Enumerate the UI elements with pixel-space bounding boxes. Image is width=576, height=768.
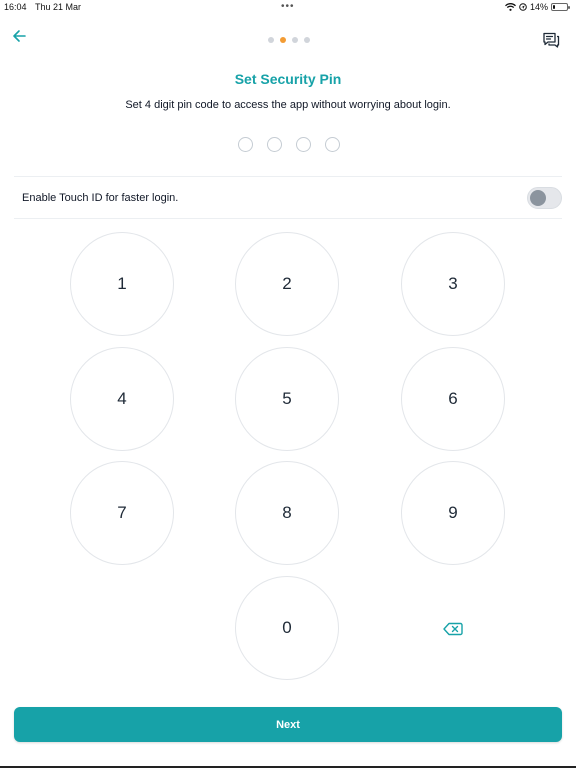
toggle-knob: [530, 190, 546, 206]
chat-button[interactable]: [541, 30, 561, 50]
pin-indicator: [238, 137, 340, 152]
key-7[interactable]: 7: [70, 461, 174, 565]
wifi-icon: [505, 3, 516, 11]
page-title: Set Security Pin: [234, 71, 342, 87]
key-9[interactable]: 9: [401, 461, 505, 565]
step-indicator: [268, 37, 310, 43]
touch-id-toggle[interactable]: [527, 187, 562, 209]
multitask-dots[interactable]: •••: [281, 1, 295, 12]
touch-id-label: Enable Touch ID for faster login.: [22, 192, 179, 204]
key-0[interactable]: 0: [235, 576, 339, 680]
backspace-button[interactable]: [440, 619, 466, 639]
next-button[interactable]: Next: [14, 707, 562, 742]
status-bar: [0, 0, 576, 16]
key-2[interactable]: 2: [235, 232, 339, 336]
step-dot: [304, 37, 310, 43]
key-1[interactable]: 1: [70, 232, 174, 336]
key-8[interactable]: 8: [235, 461, 339, 565]
chat-icon: [541, 30, 561, 50]
backspace-icon: [443, 622, 463, 636]
step-dot: [292, 37, 298, 43]
page-subtitle: Set 4 digit pin code to access the app without worrying about login.: [125, 99, 451, 111]
battery-fill: [553, 5, 555, 9]
step-dot: [268, 37, 274, 43]
back-button[interactable]: [10, 27, 32, 45]
pin-dot: [238, 137, 253, 152]
touch-id-row: [14, 176, 562, 219]
status-date: Thu 21 Mar: [35, 2, 82, 12]
pin-dot: [267, 137, 282, 152]
step-dot: [280, 37, 286, 43]
key-5[interactable]: 5: [235, 347, 339, 451]
battery-percent: 14%: [529, 2, 548, 12]
key-3[interactable]: 3: [401, 232, 505, 336]
pin-dot: [296, 137, 311, 152]
status-right: [505, 2, 568, 12]
pin-dot: [325, 137, 340, 152]
location-icon: [519, 3, 527, 11]
key-6[interactable]: 6: [401, 347, 505, 451]
arrow-left-icon: [10, 27, 32, 45]
battery-icon: [551, 3, 568, 11]
key-4[interactable]: 4: [70, 347, 174, 451]
status-time: 16:04: [4, 2, 27, 12]
